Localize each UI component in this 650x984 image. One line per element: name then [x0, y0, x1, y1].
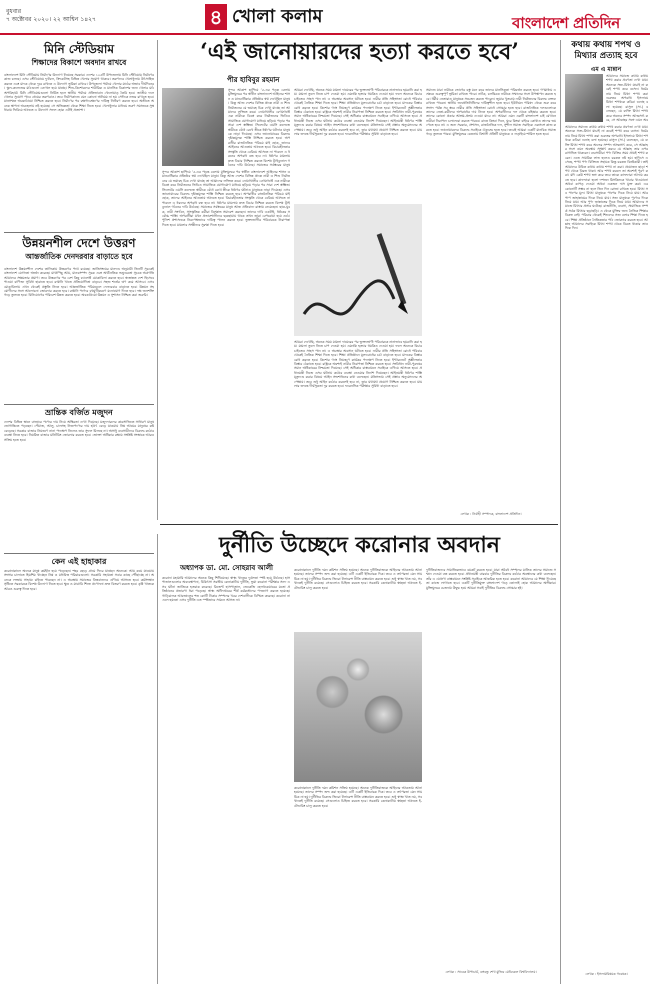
main-body-middle-bottom: আমরা দেখেছি, অনেক সময় মামলা দায়েরের পর ভুক্তভোগী পরিবারকে নানাভাবে হয়রানি করা হয়। মামলা তুলে নিতে চাপ দেওয়া হয়। এমনকি হত্যার হুমকিও দেওয়া হয়। ফলে অনেকে বিচার চাইতেও সাহস পান না। এ অবস্থার অবসান ঘটাতে হবে। নারীর প্রতি সহিংসতা রোধে পরিবার থেকেই নৈতিক শিক্ষা দিতে হবে। শিক্ষা প্রতিষ্ঠানে মূল্যবোধের চর্চা বাড়াতে হবে। মাদকের বিস্তার রোধ করতে হবে। কিশোর গ্যাং নিয়ন্ত্রণে কার্যকর পদক্ষেপ নিতে হবে। ইন্টারনেটে অশ্লীলতার বিস্তার ঠেকাতে হবে। রাষ্ট্রকে অবশ্যই নারীর নিরাপত্তা নিশ্চিত করতে হবে। সংবিধান নারী-পুরুষের সমান অধিকারের নিশ্চয়তা দিয়েছে। সেই অধিকার বাস্তবায়নে সবাইকে এগিয়ে আসতে হবে। প্রধানমন্ত্রী নিজে এসব ঘটনায় কঠোর ব্যবস্থা নেওয়ার নির্দেশ দিয়েছেন। আইনমন্ত্রী ধর্ষণের শাস্তি মৃত্যুদণ্ড করার বিষয়ে আইন সংশোধনের কথা বলেছেন। মন্ত্রিসভায় সেই প্রস্তাব অনুমোদনের অপেক্ষায়। তবে শুধু আইন কঠোর করলেই হবে না, তার যথাযথ প্রয়োগ নিশ্চিত করতে হবে। মামলার তদন্তে দীর্ঘসূত্রতা দূর করতে হবে। ফরেনসিক পরীক্ষার সুবিধা বাড়াতে হবে। — [294, 340, 422, 389]
letter-two-body: করোনাকালে অনেক মানুষ কর্মহীন হয়ে পড়েছেন। শহর ছেড়ে গ্রামে ফিরে যাচ্ছেন অনেকে। আয় কমে যাওয়ায় সংসার চালাতে হিমশিম খাচ্ছেন নিম্ন ও মধ্যবিত্ত পরিবারগুলো। সরকারি সহায়তা সবার কাছে পৌঁছাচ্ছে না। অনেকে লজ্জায় সাহায্য চাইতে পারছেন না। এ অবস্থায় সমাজের বিত্তবানদের এগিয়ে আসতে হবে। কর্মসংস্থান সৃষ্টিতে সরকারকে বিশেষ উদ্যোগ নিতে হবে। ক্ষুদ্র ও মাঝারি শিল্পে প্রণোদনা দ্রুত বিতরণ করতে হবে। কৃষি খাতকে আরও গুরুত্ব দিতে হবে। — [4, 569, 154, 591]
pen-scribble-svg — [294, 204, 422, 336]
pen-illustration — [294, 204, 422, 336]
letter-one — [4, 407, 154, 550]
editorial-stadium-headline: মিনি স্টেডিয়াম — [43, 42, 115, 56]
header-date-line: ৭ অক্টোবর ২০২০। ২২ আশ্বিন ১৪২৭ — [6, 16, 96, 23]
editorial-stadium-subhead: শিক্ষাদের বিকাশে অবদান রাখবে — [31, 58, 127, 67]
editorial-graduation-headline: উন্নয়নশীল দেশে উত্তরণ — [22, 236, 136, 250]
bottom-author-note: লেখক : সাবেক উপাচার্য, বঙ্গবন্ধু শেখ মুজিব মেডিকেল বিশ্ববিদ্যালয়। — [445, 970, 537, 974]
section-rule — [4, 553, 154, 554]
main-author-note: লেখক : নির্বাহী সম্পাদক, বাংলাদেশ প্রতিদিন। — [460, 512, 522, 516]
bottom-body-middle: করোনাকালে দুর্নীতি দমন কমিশন সক্রিয় হয়েছে। অনেক দুর্নীতিবাজকে আইনের আওতায় আনা হয়েছে। তাদের সম্পদ জব্দ করা হয়েছে। এটি একটি ইতিবাচক দিক। তবে এ তৎপরতা যেন সাময়িক না হয়। দুর্নীতির বিরুদ্ধে জিরো টলারেন্স নীতি বাস্তবায়ন করতে হবে। শুধু স্বাস্থ্য খাত নয়, সব খাতেই দুর্নীতি রয়েছে। সেগুলোও চিহ্নিত করতে হবে। সরকারি কেনাকাটায় স্বচ্ছতা আনতে ই-টেন্ডারিং চালু করতে হবে। — [294, 568, 422, 590]
right-author-note: লেখক : ইসলামবিষয়ক গবেষক। — [585, 972, 628, 976]
main-byline: পীর হাবিবুর রহমান — [227, 76, 280, 84]
bottom-headline: দুর্নীতি উচ্ছেদে করোনার অবদান — [219, 532, 500, 558]
letter-two-headline: কেন এই হাহাকার — [51, 556, 107, 566]
header-rule — [0, 33, 650, 35]
header-day: বুধবার — [6, 8, 22, 15]
main-body-left-top: সুন্দর আকাশ ছাপিয়ে ‘৫-এর পড়ন্ত বেলায় মুক্তিযুদ্ধের পর স্বাধীন বাংলাদেশে আইনের শাসন ও মানবাধিকার প্রতিষ্ঠার স্বপ্ন দেখেছিল মানুষ। কিন্তু আজ দেশের বিভিন্ন প্রান্তে নারী ও শিশু নির্যাতনের যে ভয়াবহ চিত্র দেখা যাচ্ছে তা আমাদের লজ্জিত করে। নোয়াখালীর বেগমগঞ্জে এক নারীকে বিবস্ত্র করে নির্যাতনের ভিডিও সামাজিক যোগাযোগ মাধ্যমে ছড়িয়ে পড়ার পর সারা দেশ স্তম্ভিত। সিলেটের এমসি কলেজে স্বামীকে বেঁধে রেখে স্ত্রীকে ধর্ষণের ঘটনাও মানুষকে নাড়া দিয়েছে। এসব জানোয়ারের বিরুদ্ধে দৃষ্টান্তমূলক শাস্তি নিশ্চিত করতে হবে। অপরাধীর রাজনৈতিক পরিচয় যাই হোক, তাদের আইনের আওতায় আনতে হবে। বিচারহীনতার সংস্কৃতি থেকে বেরিয়ে আসতে না পারলে এ ধরনের অপরাধ বন্ধ হবে না। ধর্ষণের মামলায় দ্রুত বিচার নিশ্চিত করতে বিশেষ ট্রাইব্যুনাল গঠনের দাবি উঠেছে। সমাজের সর্বস্তরের মানুষ — [228, 88, 290, 167]
bottom-body-right: দুর্নীতিবাজদের সামাজিকভাবে বয়কট করতে হবে। যারা অবৈধ সম্পদের মালিক তাদের সমাজে সম্মান দেওয়া বন্ধ করতে হবে। প্রধানমন্ত্রী বারবার দুর্নীতির বিরুদ্ধে কঠোর অবস্থানের কথা বলেছেন। তাঁর এ ঘোষণা বাস্তবায়নে সংশ্লিষ্ট সবাইকে আন্তরিক হতে হবে। করোনা আমাদের যে শিক্ষা দিয়েছে তা কাজে লাগাতে হবে। একটি দুর্নীতিমুক্ত বাংলাদেশ গড়ে তোলাই হোক আমাদের অঙ্গীকার। মুক্তিযুদ্ধের চেতনায় উদ্বুদ্ধ হয়ে আমরা সবাই দুর্নীতির বিরুদ্ধে সোচ্চার হই। — [426, 568, 556, 590]
bottom-body-left: করোনা মহামারি আমাদের অনেক কিছু শিখিয়েছে। স্বাস্থ্য খাতের দুর্বলতা স্পষ্ট হয়ে উঠেছে। হাসপাতালগুলোর অব্যবস্থাপনা, চিকিৎসা সরঞ্জাম কেনাকাটায় দুর্নীতি, ভুয়া করোনা পরীক্ষার সনদ এসব ঘটনা জাতিকে হতবাক করেছে। রিজেন্ট হাসপাতাল, জেকেজি হেলথকেয়ারের মতো প্রতিষ্ঠানের প্রতারণা ধরা পড়েছে। স্বাস্থ্য অধিদপ্তরের শীর্ষ কর্মকর্তাদের পদত্যাগ করতে হয়েছে। গাড়িচালক আবজালের শত কোটি টাকার সম্পদের খবর দেশবাসীকে বিস্মিত করেছে। করোনা না এলে হয়তো এসব দুর্নীতি এত স্পষ্টভাবে সামনে আসত না। — [162, 576, 290, 603]
editorial-graduation-body: বাংলাদেশ উন্নয়নশীল দেশের তালিকায় উত্তরণের পথে রয়েছে। জাতিসংঘের মানদণ্ড অনুযায়ী তিনটি সূচকেই বাংলাদেশ যোগ্যতা অর্জন করেছে। মাথাপিছু আয়, মানবসম্পদ সূচক এবং অর্থনৈতিক ভঙ্গুরতা সূচকে অগ্রগতি আমাদের সক্ষমতার প্রমাণ। তবে উত্তরণের পর বেশ কিছু চ্যালেঞ্জ মোকাবিলা করতে হবে। স্বল্পোন্নত দেশ হিসেবে পাওয়া বাণিজ্য সুবিধা হারাতে হবে। রপ্তানি খাতে প্রতিযোগিতা বাড়বে। সহজ শর্তের ঋণ কমে আসবে। এসব মোকাবিলায় এখন থেকেই প্রস্তুতি নিতে হবে। আন্তর্জাতিক পরিমণ্ডলে দেনদরবার বাড়াতে হবে। উন্নয়ন সহযোগীদের সঙ্গে আলোচনা জোরদার করতে হবে। রপ্তানি পণ্যের বহুমুখীকরণে মনোযোগ দিতে হবে। দক্ষ জনশক্তি গড়ে তুলতে হবে। বিনিয়োগের পরিবেশ উন্নত করতে হবে। অবকাঠামো উন্নয়ন ও সুশাসন নিশ্চিত করা জরুরি। — [4, 267, 154, 298]
editorial-stadium — [4, 42, 154, 233]
letter-one-body: দেশের বিভিন্ন স্থানে বাজারে পণ্যের দাম নিয়ে অস্থিরতা দেখা দিয়েছে। মজুদদারদের কারসাজিতে সাধারণ মানুষ ভোগান্তিতে পড়ছেন। পেঁয়াজ, আলু, চালসহ নিত্যপণ্যের দাম হঠাৎ বেড়ে যাওয়ায় নিম্ন আয়ের মানুষের কষ্ট বেড়েছে। সরকার বাজার নিয়ন্ত্রণে নানা পদক্ষেপ নিলেও তার সুফল মিলছে না। অসাধু ব্যবসায়ীদের বিরুদ্ধে কঠোর ব্যবস্থা নিতে হবে। নিয়মিত বাজার মনিটরিং জোরদার করতে হবে। ভোক্তা অধিকার রক্ষায় সংশ্লিষ্ট সংস্থাকে আরও সক্রিয় হতে হবে। — [4, 420, 154, 442]
section-name: খোলা কলাম — [232, 6, 323, 27]
editorial-graduation — [4, 236, 154, 407]
bottom-byline: অধ্যাপক ডা. মো. সোহরাব আলী — [180, 564, 274, 572]
section-rule — [4, 232, 154, 233]
editorial-stadium-body: বাংলাদেশে মিনি স্টেডিয়াম নির্মাণের উদ্যোগ নিয়েছে সরকার। দেশের ১২৫টি উপজেলায় মিনি স্টেডিয়াম নির্মাণের কাজ চলছে। এসব স্টেডিয়ামে ফুটবল, ক্রিকেটসহ বিভিন্ন খেলার সুযোগ থাকবে। তরুণদের খেলাধুলায় উৎসাহিত করতে এবং মাদক থেকে দূরে রাখতে এ উদ্যোগ ভূমিকা রাখবে। উপজেলা পর্যায়ে খেলার মাঠের অভাব দীর্ঘদিনের। স্কুল-কলেজের মাঠগুলো বেদখল হয়ে যাচ্ছে। শিশু-কিশোরদের শারীরিক ও মানসিক বিকাশের জন্য খেলার মাঠ অপরিহার্য। মিনি স্টেডিয়ামগুলো নির্মিত হলে স্থানীয় পর্যায়ে প্রতিভাবান খেলোয়াড় তৈরি হবে। জাতীয় দলে খেলার সুযোগ পাবে গ্রামের তরুণরাও। তবে নির্মাণকাজে যেন কোনো অনিয়ম না হয় সেদিকে নজর রাখতে হবে। মানসম্মত অবকাঠামো নিশ্চিত করতে হবে। নির্মাণের পর রক্ষণাবেক্ষণের দায়িত্ব নির্ধারণ করতে হবে। অতীতে অনেক স্থাপনা অবহেলায় নষ্ট হয়েছে। সে অভিজ্ঞতা থেকে শিক্ষা নিতে হবে। খেলাধুলার মাধ্যমে তরুণ সমাজকে সুস্থ ধারায় ফিরিয়ে আনতে এ উদ্যোগ সফল হোক এটাই প্রত্যাশা। — [4, 73, 154, 113]
right-headline: কথায় কথায় শপথ ও মিথ্যার প্রত্যাহ হবে — [571, 40, 641, 61]
bottom-section-rule — [160, 524, 558, 525]
header-date — [6, 8, 96, 24]
virus-illustration — [294, 632, 422, 782]
column-divider-left-bottom — [157, 534, 158, 984]
main-body-right: সমাজে যারা নারীকে ভোগের বস্তু মনে করে তাদের মানসিকতা পরিবর্তন করতে হবে। গণমাধ্যম এ ক্ষেত্রে গুরুত্বপূর্ণ ভূমিকা রাখতে পারে। নাটক, চলচ্চিত্রে নারীকে সম্মানের সঙ্গে উপস্থাপন করতে হবে। ধর্মীয় নেতারাও মানুষকে সচেতন করতে পারেন। জুমার খুতবায় নারী নির্যাতনের বিরুদ্ধে বক্তব্য রাখতে পারেন। স্থানীয় জনপ্রতিনিধিদের দায়িত্বশীল হতে হবে। ইউনিয়ন পরিষদ থেকে শুরু করে সংসদ পর্যন্ত সব স্তরে নারীর প্রতি সহিংসতা রোধে সোচ্চার হতে হবে। রাজনৈতিক দলগুলোকে তাদের নেতা-কর্মীদের অপরাধের দায় নিতে হবে। অপরাধীদের দল থেকে বহিষ্কার করতে হবে। তাদের কোনো প্রকার আশ্রয়-প্রশ্রয় দেওয়া যাবে না। আমরা এমন একটি বাংলাদেশ চাই যেখানে নারীরা নিরাপদে চলাফেরা করতে পারবে। রাতে কিংবা দিনে, ঘরে কিংবা বাইরে কোথাও তাদের ভয় পেতে হবে না। এ জন্য সরকার, প্রশাসন, রাজনৈতিক দল, সুশীল সমাজ সবাইকে একসঙ্গে কাজ করতে হবে। জানোয়ারদের বিরুদ্ধে সবাইকে ঐক্যবদ্ধ হতে হবে। তবেই আমরা একটি মানবিক সমাজ গড়ে তুলতে পারব। মুক্তিযুদ্ধের চেতনায় বিশ্বাসী প্রতিটি মানুষকে এ লড়াইয়ে শামিল হতে হবে। — [426, 88, 556, 137]
right-byline: এম এ মান্নান — [590, 66, 622, 73]
main-headline: ‘এই জানোয়ারদের হত্যা করতে হবে’ — [200, 39, 519, 65]
right-author-photo — [565, 74, 603, 122]
letter-two — [4, 556, 154, 979]
bottom-body-middle-2: করোনাকালে দুর্নীতি দমন কমিশন সক্রিয় হয়েছে। অনেক দুর্নীতিবাজকে আইনের আওতায় আনা হয়েছে। তাদের সম্পদ জব্দ করা হয়েছে। এটি একটি ইতিবাচক দিক। তবে এ তৎপরতা যেন সাময়িক না হয়। দুর্নীতির বিরুদ্ধে জিরো টলারেন্স নীতি বাস্তবায়ন করতে হবে। শুধু স্বাস্থ্য খাত নয়, সব খাতেই দুর্নীতি রয়েছে। সেগুলোও চিহ্নিত করতে হবে। সরকারি কেনাকাটায় স্বচ্ছতা আনতে ই-টেন্ডারিং চালু করতে হবে। — [294, 786, 422, 808]
newspaper-logo: বাংলাদেশ প্রতিদিন — [512, 14, 620, 32]
editorial-graduation-subhead: আন্তর্জাতিক দেনদরবার বাড়াতে হবে — [25, 252, 133, 261]
section-rule — [4, 404, 154, 405]
author-photo — [162, 88, 224, 166]
right-body-top: আমাদের সমাজে কথায় কথায় শপথ করার প্রবণতা দেখা যায়। অনেকে সত্য-মিথ্যা যাচাই না করেই শপথ করে বসেন। ধর্মের নাম নিয়ে মিথ্যা শপথ করা গুরুতর অপরাধ। ইসলামে মিথ্যা শপথকে কবিরা গুনাহ বলা হয়েছে। রাসুল (সা.) বলেছেন, যে ব্যক্তি মিথ্যা শপথ করে অন্যের সম্পদ আত্মসাৎ করে, সে আল্লাহর সঙ্গে এমন অব — [606, 74, 648, 122]
main-body-left: সুন্দর আকাশ ছাপিয়ে ‘৫-এর পড়ন্ত বেলায় মুক্তিযুদ্ধের পর স্বাধীন বাংলাদেশে আইনের শাসন ও মানবাধিকার প্রতিষ্ঠার স্বপ্ন দেখেছিল মানুষ। কিন্তু আজ দেশের বিভিন্ন প্রান্তে নারী ও শিশু নির্যাতনের যে ভয়াবহ চিত্র দেখা যাচ্ছে তা আমাদের লজ্জিত করে। নোয়াখালীর বেগমগঞ্জে এক নারীকে বিবস্ত্র করে নির্যাতনের ভিডিও সামাজিক যোগাযোগ মাধ্যমে ছড়িয়ে পড়ার পর সারা দেশ স্তম্ভিত। সিলেটের এমসি কলেজে স্বামীকে বেঁধে রেখে স্ত্রীকে ধর্ষণের ঘটনাও মানুষকে নাড়া দিয়েছে। এসব জানোয়ারের বিরুদ্ধে দৃষ্টান্তমূলক শাস্তি নিশ্চিত করতে হবে। অপরাধীর রাজনৈতিক পরিচয় যাই হোক, তাদের আইনের আওতায় আনতে হবে। বিচারহীনতার সংস্কৃতি থেকে বেরিয়ে আসতে না পারলে এ ধরনের অপরাধ বন্ধ হবে না। ধর্ষণের মামলায় দ্রুত বিচার নিশ্চিত করতে বিশেষ ট্রাইব্যুনাল গঠনের দাবি উঠেছে। সমাজের সর্বস্তরের মানুষ আজ প্রতিবাদে রাস্তায় নেমেছেন। ছাত্র-যুবক, নারী সংগঠন, সাংস্কৃতিক কর্মীরা বিক্ষোভ সমাবেশ করছেন। তাদের দাবি একটাই, ধর্ষকের সর্বোচ্চ শাস্তি। অপরাধীরা যখন প্রভাবশালীদের ছত্রছায়ায় থাকে তখন তারা বেপরোয়া হয়ে ওঠে। পুলিশ প্রশাসনকে নিরপেক্ষভাবে দায়িত্ব পালন করতে হবে। ভুক্তভোগীর পরিবারকে নিরাপত্তা দিতে হবে। মামলার সাক্ষীদের সুরক্ষা দিতে হবে। — [162, 170, 290, 227]
letter-one-headline: ভ্রান্তিক বর্জিত মজুদন — [45, 407, 113, 417]
column-divider-right — [560, 40, 561, 984]
right-body: আমাদের সমাজে কথায় কথায় শপথ করার প্রবণতা দেখা যায়। অনেকে সত্য-মিথ্যা যাচাই না করেই শপথ করে বসেন। ধর্মের নাম নিয়ে মিথ্যা শপথ করা গুরুতর অপরাধ। ইসলামে মিথ্যা শপথকে কবিরা গুনাহ বলা হয়েছে। রাসুল (সা.) বলেছেন, যে ব্যক্তি মিথ্যা শপথ করে অন্যের সম্পদ আত্মসাৎ করে, সে আল্লাহর সঙ্গে এমন অবস্থায় সাক্ষাৎ করবে যে আল্লাহ তার ওপর রাগান্বিত থাকবেন। ব্যবসায়ীরা পণ্য বিক্রির সময় প্রায়ই শপথ করেন। এতে সাময়িক লাভ হলেও বরকত নষ্ট হয়। হাদিসে এসেছে, শপথ পণ্য বিক্রিতে সহায়ক কিন্তু বরকত বিনষ্টকারী। তাই আমাদের উচিত কথায় কথায় শপথ না করা। প্রয়োজন ছাড়া শপথ থেকে বিরত থাকা। আর শপথ করলে তা অবশ্যই পূরণ করা। যদি কেউ শপথ ভঙ্গ করে তবে তাকে কাফফারা আদায় করতে হবে। কাফফারা হলো দশজন মিসকিনকে খাবার খাওয়ানো অথবা কাপড় দেওয়া অথবা একজন দাস মুক্ত করা। এর কোনোটি সম্ভব না হলে তিন দিন রোজা রাখতে হবে। মিথ্যা সব পাপের মূল। মিথ্যা মানুষকে পাপের দিকে নিয়ে যায়। আর পাপ জাহান্নামের দিকে নিয়ে যায়। সত্য মানুষকে পুণ্যের দিকে নিয়ে যায়। আর পুণ্য জান্নাতের দিকে নিয়ে যায়। আমাদের সমাজে মিথ্যার প্রসার ঘটেছে। রাজনীতি, ব্যবসা, সামাজিক সম্পর্ক সর্বত্র মিথ্যার ছড়াছড়ি। এ থেকে মুক্তির জন্য নৈতিক শিক্ষার বিকল্প নেই। পরিবার থেকেই শিশুদের সত্য বলার শিক্ষা দিতে হবে। শিক্ষা প্রতিষ্ঠানে নৈতিকতার পাঠ জোরদার করতে হবে। আল্লাহ আমাদের সবাইকে মিথ্যা শপথ থেকে বিরত থাকার তাওফিক দিন। — [565, 125, 648, 231]
column-divider-left — [157, 40, 158, 520]
main-body-middle: আমরা দেখেছি, অনেক সময় মামলা দায়েরের পর ভুক্তভোগী পরিবারকে নানাভাবে হয়রানি করা হয়। মামলা তুলে নিতে চাপ দেওয়া হয়। এমনকি হত্যার হুমকিও দেওয়া হয়। ফলে অনেকে বিচার চাইতেও সাহস পান না। এ অবস্থার অবসান ঘটাতে হবে। নারীর প্রতি সহিংসতা রোধে পরিবার থেকেই নৈতিক শিক্ষা দিতে হবে। শিক্ষা প্রতিষ্ঠানে মূল্যবোধের চর্চা বাড়াতে হবে। মাদকের বিস্তার রোধ করতে হবে। কিশোর গ্যাং নিয়ন্ত্রণে কার্যকর পদক্ষেপ নিতে হবে। ইন্টারনেটে অশ্লীলতার বিস্তার ঠেকাতে হবে। রাষ্ট্রকে অবশ্যই নারীর নিরাপত্তা নিশ্চিত করতে হবে। সংবিধান নারী-পুরুষের সমান অধিকারের নিশ্চয়তা দিয়েছে। সেই অধিকার বাস্তবায়নে সবাইকে এগিয়ে আসতে হবে। প্রধানমন্ত্রী নিজে এসব ঘটনায় কঠোর ব্যবস্থা নেওয়ার নির্দেশ দিয়েছেন। আইনমন্ত্রী ধর্ষণের শাস্তি মৃত্যুদণ্ড করার বিষয়ে আইন সংশোধনের কথা বলেছেন। মন্ত্রিসভায় সেই প্রস্তাব অনুমোদনের অপেক্ষায়। তবে শুধু আইন কঠোর করলেই হবে না, তার যথাযথ প্রয়োগ নিশ্চিত করতে হবে। মামলার তদন্তে দীর্ঘসূত্রতা দূর করতে হবে। ফরেনসিক পরীক্ষার সুবিধা বাড়াতে হবে। — [294, 88, 422, 137]
page-number: ৪ — [205, 4, 227, 30]
